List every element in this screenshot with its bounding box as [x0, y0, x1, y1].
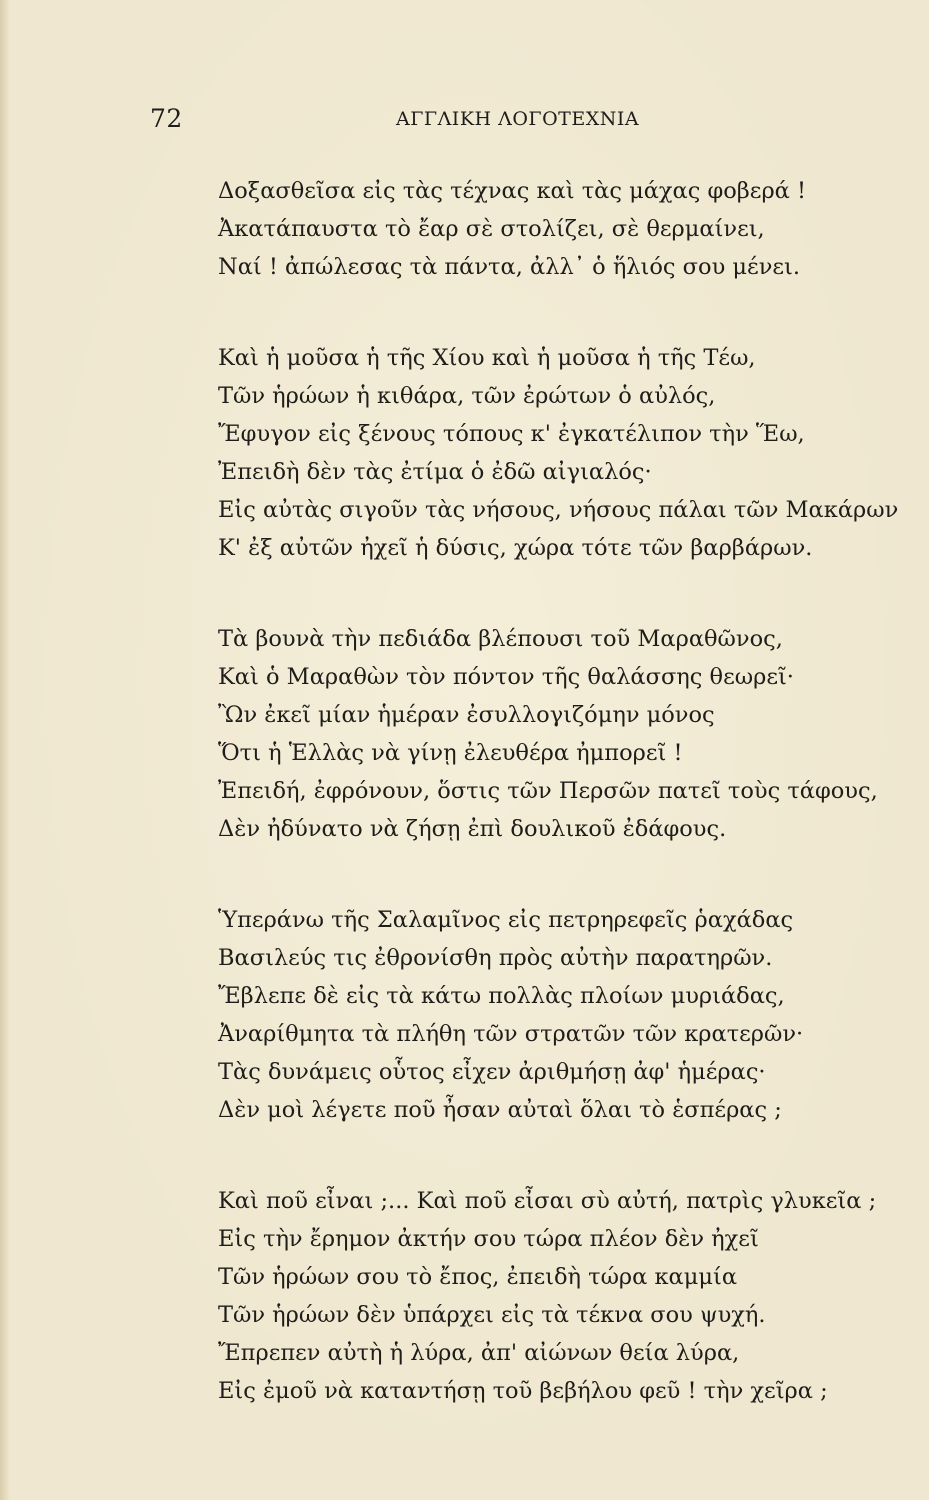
- poem-line: Ὢν ἐκεῖ μίαν ἡμέραν ἐσυλλογιζόμην μόνος: [218, 702, 715, 728]
- poem-line: Ἔβλεπε δὲ εἰς τὰ κάτω πολλὰς πλοίων μυριάδας,: [218, 983, 785, 1009]
- stanza-1: [218, 172, 908, 286]
- running-title: ΑΓΓΛΙΚΗ ΛΟΓΟΤΕΧΝΙΑ: [396, 108, 640, 130]
- poem-line: Καὶ ποῦ εἶναι ;... Καὶ ποῦ εἶσαι σὺ αὐτή, πατρὶς γλυκεῖα ;: [218, 1188, 877, 1214]
- poem-line: Καὶ ὁ Μαραθὼν τὸν πόντον τῆς θαλάσσης θεωρεῖ·: [218, 664, 794, 690]
- poem-line: Ἀναρίθμητα τὰ πλήθη τῶν στρατῶν τῶν κρατερῶν·: [218, 1021, 804, 1047]
- poem-line: Τῶν ἡρώων σου τὸ ἔπος, ἐπειδὴ τώρα καμμία: [218, 1264, 738, 1290]
- poem-line: Κ' ἐξ αὐτῶν ἠχεῖ ἡ δύσις, χώρα τότε τῶν βαρβάρων.: [218, 535, 813, 561]
- poem-line: Καὶ ἡ μοῦσα ἡ τῆς Χίου καὶ ἡ μοῦσα ἡ τῆς Τέω,: [218, 345, 756, 371]
- poem-line: Ἔπρεπεν αὐτὴ ἡ λύρα, ἀπ' αἰώνων θεία λύρα,: [218, 1340, 740, 1366]
- poem-text: [218, 172, 908, 1463]
- stanza-5: [218, 1182, 908, 1410]
- poem-line: Ἐπειδὴ δὲν τὰς ἐτίμα ὁ ἐδῶ αἰγιαλός·: [218, 459, 652, 485]
- stanza-3: [218, 620, 908, 848]
- page-binding-edge: [0, 0, 10, 1500]
- poem-line: Τῶν ἡρώων ἡ κιθάρα, τῶν ἐρώτων ὁ αὐλός,: [218, 383, 716, 409]
- stanza-2: [218, 339, 908, 567]
- poem-line: Εἰς τὴν ἔρημον ἀκτήν σου τώρα πλέον δὲν ἠχεῖ: [218, 1226, 759, 1252]
- poem-line: Εἰς αὐτὰς σιγοῦν τὰς νήσους, νήσους πάλαι τῶν Μακάρων: [218, 497, 899, 523]
- poem-line: Ἀκατάπαυστα τὸ ἔαρ σὲ στολίζει, σὲ θερμαίνει,: [218, 216, 765, 242]
- poem-line: Ὅτι ἡ Ἑλλὰς νὰ γίνῃ ἐλευθέρα ἠμπορεῖ !: [218, 740, 683, 766]
- poem-line: Ὑπεράνω τῆς Σαλαμῖνος εἰς πετρηρεφεῖς ῥαχάδας: [218, 907, 794, 933]
- poem-line: Τὰ βουνὰ τὴν πεδιάδα βλέπουσι τοῦ Μαραθῶνος,: [218, 626, 783, 652]
- page-header: [150, 104, 810, 138]
- poem-line: Ναί ! ἀπώλεσας τὰ πάντα, ἀλλ᾽ ὁ ἥλιός σου μένει.: [218, 254, 801, 280]
- poem-line: Βασιλεύς τις ἐθρονίσθη πρὸς αὐτὴν παρατηρῶν.: [218, 945, 773, 971]
- poem-line: Εἰς ἐμοῦ νὰ καταντήσῃ τοῦ βεβήλου φεῦ ! τὴν χεῖρα ;: [218, 1378, 828, 1404]
- page-number: 72: [150, 104, 183, 133]
- poem-line: Δὲν μοὶ λέγετε ποῦ ἦσαν αὐταὶ ὅλαι τὸ ἑσπέρας ;: [218, 1097, 782, 1123]
- stanza-4: [218, 901, 908, 1129]
- poem-line: Δοξασθεῖσα εἰς τὰς τέχνας καὶ τὰς μάχας φοβερά !: [218, 178, 807, 204]
- poem-line: Τὰς δυνάμεις οὗτος εἶχεν ἀριθμήσῃ ἀφ' ἡμέρας·: [218, 1059, 766, 1085]
- poem-line: Τῶν ἡρώων δὲν ὑπάρχει εἰς τὰ τέκνα σου ψυχή.: [218, 1302, 766, 1328]
- poem-line: Ἐπειδή, ἐφρόνουν, ὅστις τῶν Περσῶν πατεῖ τοὺς τάφους,: [218, 778, 878, 804]
- poem-line: Δὲν ἠδύνατο νὰ ζήσῃ ἐπὶ δουλικοῦ ἐδάφους.: [218, 816, 727, 842]
- poem-line: Ἔφυγον εἰς ξένους τόπους κ' ἐγκατέλιπον τὴν Ἕω,: [218, 421, 805, 447]
